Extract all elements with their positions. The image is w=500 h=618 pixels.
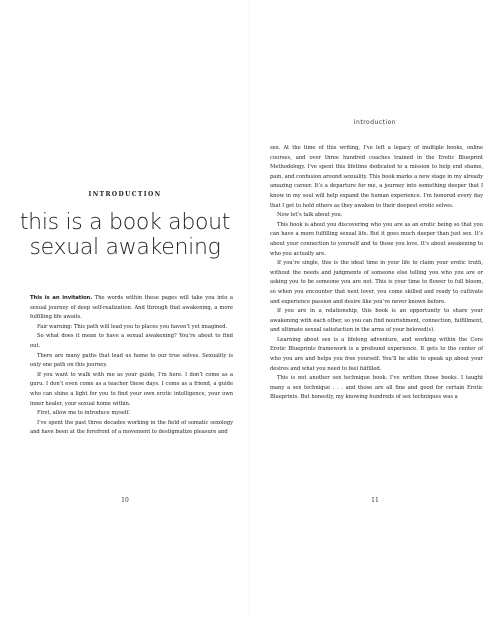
right-page <box>250 0 500 618</box>
chapter-title <box>0 210 250 260</box>
paragraph-9: Now let’s talk about you. <box>277 212 343 219</box>
paragraph-4: There are many paths that lead us home to our true selves. Sexuality is only one path on this journey. <box>30 352 233 369</box>
paragraph-14: This is not another sex technique book. I’ve written those books. I taught many a sex technique . . . and those are all fine and good for certain Erotic Blueprints. But honestly, my knowing hundreds of sex techniques was a <box>270 375 483 401</box>
running-head: introduction <box>353 119 397 126</box>
left-body-text <box>30 294 233 438</box>
lead-bold-text: This is an invitation. <box>30 295 93 301</box>
paragraph-2: Fair warning: This path will lead you to places you haven’t yet imagined. <box>37 323 228 330</box>
page-number-left: 10 <box>121 497 129 504</box>
right-body-text <box>270 144 483 403</box>
chapter-kicker: INTRODUCTION <box>88 191 162 198</box>
paragraph-12: If you are in a relationship, this book is an opportunity to share your awakening with each other, so you can find nourishment, connection, fulfillment, and ultimate sexual satisfaction in the arms of your beloved(s). <box>270 308 483 334</box>
paragraph-5: If you want to walk with me as your guide, I’m here. I don’t come as a guru. I don’t even come as a teacher these days. I come as a friend, a guide who can shine a light for you to find your own erotic intelligence, your own inner healer, your sexual home within. <box>30 371 233 407</box>
paragraph-13: Learning about sex is a lifelong adventure, and working within the Core Erotic Blueprints framework is a profound experience. It gets to the center of who you are and helps you free yourself. You’ll be able to speak up about your desires and what you need to feel fulfilled. <box>270 336 483 372</box>
paragraph-8: sex. At the time of this writing, I’ve left a legacy of multiple books, online courses, and over three hundred coaches trained in the Erotic Blueprint Methodology. I’ve spent this lifetime dedicated to a mission to help end shame, pain, and confusion around sexuality. This book marks a new stage in my already amazing career. It’s a departure for me, a journey into something deeper that I know in my soul will help expand the human experience. I’m honored every day that I get to hold others as they awaken to their deepest erotic selves. <box>270 145 483 209</box>
paragraph-1: This is an invitation. The words within these pages will take you into a sexual journey of deep self-realization. And through that awakening, a more fulfilling life awaits. <box>30 295 234 321</box>
chapter-title-line-2: sexual awakening <box>29 235 221 260</box>
paragraph-3: So what does it mean to have a sexual awakening? You’re about to find out. <box>30 333 233 349</box>
chapter-title-line-1: this is a book about <box>19 210 231 235</box>
paragraph-6: First, allow me to introduce myself. <box>37 410 130 417</box>
page-number-right: 11 <box>371 497 379 504</box>
paragraph-10: This book is about you discovering who you are as an erotic being so that you can have a more fulfilling sexual life. But it goes much deeper than just sex. It’s about your connection to yourself and to those you love. It’s about awakening to who you actually are. <box>270 221 483 257</box>
paragraph-11: If you’re single, this is the ideal time in your life to claim your erotic truth, without the needs and judgments of someone else telling you who you are or asking you to be someone you are not. This is your time to flower to full bloom, so when you encounter that next lover, you come skilled and ready to cultivate and experience passion and desire like you’ve never known before. <box>270 260 483 305</box>
paragraph-7: I’ve spent the past three decades working in the field of somatic sexology and have been at the forefront of a movement to destigmatize pleasure and <box>30 419 233 436</box>
